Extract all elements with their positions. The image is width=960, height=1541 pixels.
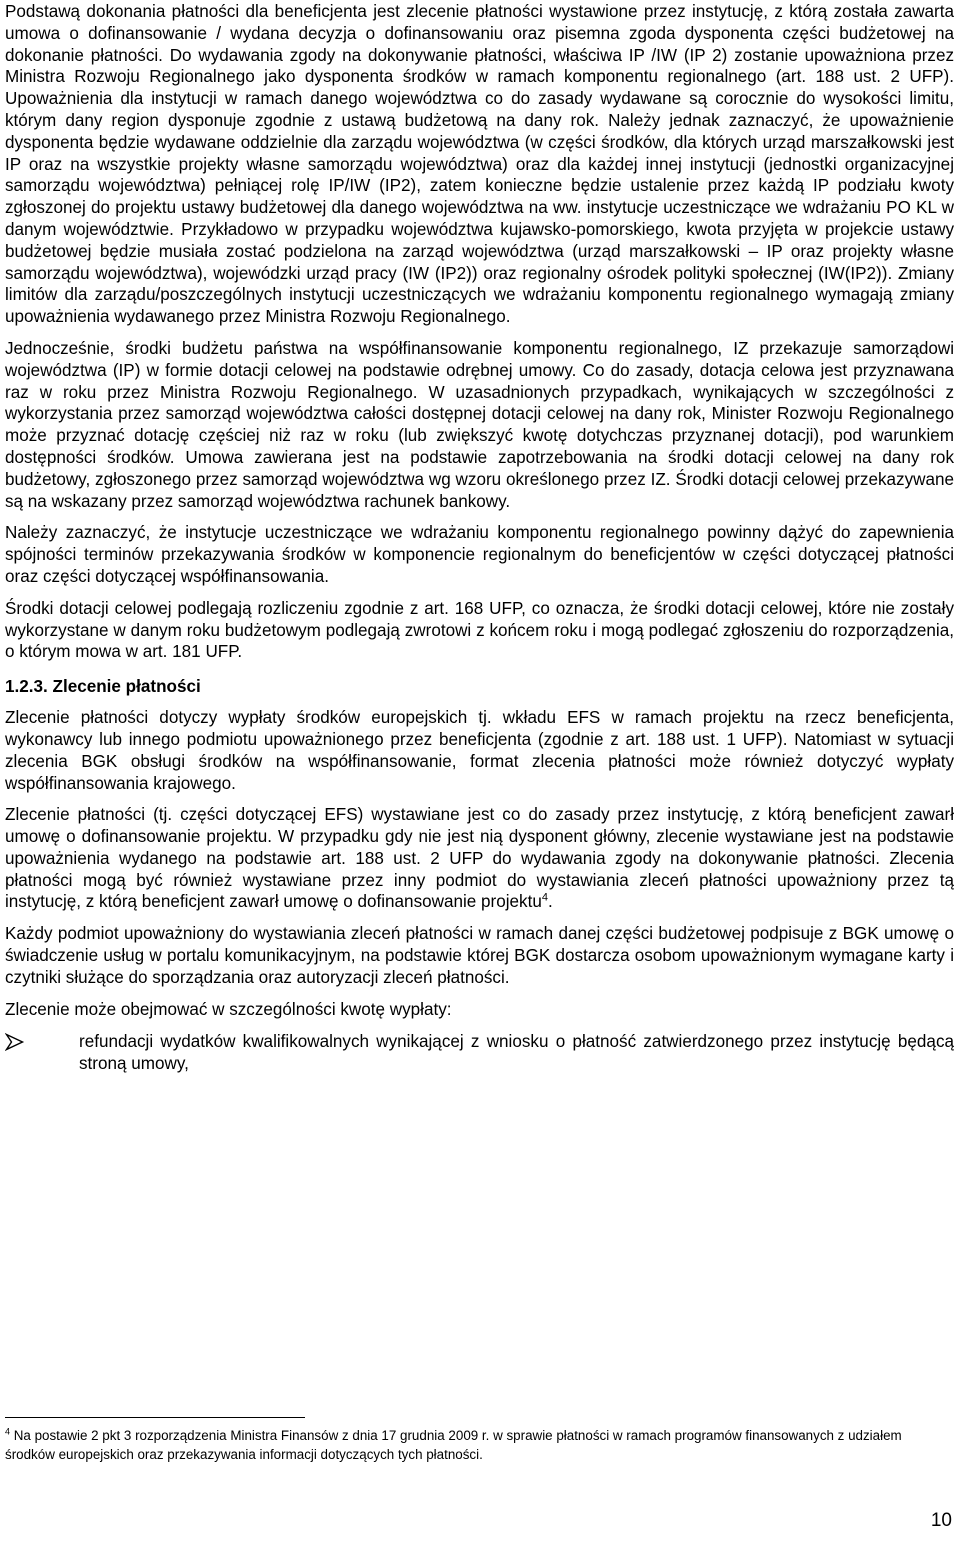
footnote <box>5 1427 954 1464</box>
paragraph-state-budget-cofinancing: Jednocześnie, środki budżetu państwa na współfinansowanie komponentu regionalnego, IZ przekazuje samorządowi województwa (IP) w formie dotacji celowej na podstawie odrębnej umowy. Co do zasady, dotacja celowa jest przyznawana raz w roku przez Ministra Rozwoju Regionalnego. W uzasadnionych przypadkach, wynikających w szczególności z wykorzystania przez samorząd województwa całości dostępnej dotacji celowej na dany rok, Minister Rozwoju Regionalnego może przyznać dotację częściej niż raz w roku (lub zwiększyć kwotę dotychczas przyznanej dotacji), pod warunkiem dostępności środków. Umowa zawierana jest na podstawie zapotrzebowania na środki dotacji celowej na dany rok budżetowy, zgłoszonego przez samorząd województwa wg wzoru określonego przez IZ. Środki dotacji celowej przekazywane są na wskazany przez samorząd województwa rachunek bankowy. <box>5 338 954 511</box>
paragraph-order-contents-intro: Zlecenie może obejmować w szczególności kwotę wypłaty: <box>5 999 452 1019</box>
paragraph-consistency-of-transfers: Należy zaznaczyć, że instytucje uczestniczące we wdrażaniu komponentu regionalnego powinny dążyć do zapewnienia spójności terminów przekazywania środków w komponencie regionalnym do beneficjentów w części dotyczącej płatności oraz części dotyczącej współfinansowania. <box>5 523 954 586</box>
paragraph-end-punctuation: . <box>547 892 553 912</box>
footnote-text: Na postawie 2 pkt 3 rozporządzenia Ministra Finansów z dnia 17 grudnia 2009 r. w sprawie płatności w ramach programów finansowanych z udziałem środków europejskich oraz przekazywania informacji dotyczących tych płatności. <box>5 1428 902 1462</box>
list-item <box>5 1031 954 1075</box>
arrowhead-bullet-icon <box>5 1033 25 1051</box>
paragraph-payment-order-issuer-text: Zlecenie płatności (tj. części dotyczącej EFS) wystawiane jest co do zasady przez instytucję, z którą beneficjent zawarł umowę o dofinansowanie projektu. W przypadku gdy nie jest nią dysponent główny, zlecenie wystawiane jest na podstawie upoważnienia wydanego na podstawie art. 188 ust. 2 UFP do wydawania zgody na dokonywanie płatności. Zlecenia płatności mogą być również wystawiane przez inny podmiot do wystawiania zleceń płatności upoważniony przez tą instytucję, z którą beneficjent zawarł umowę o dofinansowanie projektu <box>5 805 954 912</box>
paragraph-payment-order-scope: Zlecenie płatności dotyczy wypłaty środków europejskich tj. wkładu EFS w ramach projektu na rzecz beneficjenta, wykonawcy lub innego podmiotu upoważnionego przez beneficjenta (zgodnie z art. 188 ust. 1 UFP). Natomiast w sytuacji zlecenia BGK obsługi środków na współfinansowanie, format zlecenia płatności może również dotyczyć wypłaty współfinansowania krajowego. <box>5 708 954 793</box>
payment-amount-list <box>5 1031 954 1075</box>
footnote-separator <box>5 1417 305 1418</box>
paragraph-settlement-of-grant: Środki dotacji celowej podlegają rozliczeniu zgodnie z art. 168 UFP, co oznacza, że środki dotacji celowej, które nie zostały wykorzystane w danym roku budżetowym podlegają zwrotowi z końcem roku i mogą podlegać zgłoszeniu do rozporządzenia, o którym mowa w art. 181 UFP. <box>5 598 954 662</box>
footnote-reference[interactable]: 4 <box>541 891 548 904</box>
paragraph-payment-order-issuer <box>5 804 954 913</box>
section-heading: 1.2.3. Zlecenie płatności <box>5 677 201 697</box>
page-number: 10 <box>930 1510 952 1531</box>
paragraph-bgk-agreement: Każdy podmiot upoważniony do wystawiania zleceń płatności w ramach danej części budżetowej podpisuje z BGK umowę o świadczenie usług w portalu komunikacyjnym, na podstawie której BGK dostarcza osobom upoważnionym wymagane karty i czytniki służące do sporządzania oraz autoryzacji zleceń płatności. <box>5 924 954 987</box>
footnote-number: 4 <box>5 1426 11 1437</box>
list-item-text: refundacji wydatków kwalifikowalnych wynikającej z wniosku o płatność zatwierdzonego przez instytucję będącą stroną umowy, <box>79 1032 954 1074</box>
paragraph-payment-basis: Podstawą dokonania płatności dla beneficjenta jest zlecenie płatności wystawione przez instytucję, z którą została zawarta umowa o dofinansowanie / wydana decyzja o dofinansowaniu oraz pisemna zgoda dysponenta części budżetowej na dokonanie płatności. Do wydawania zgody na dokonywanie płatności, właściwa IP /IW (IP 2) zostanie upoważniona przez Ministra Rozwoju Regionalnego jako dysponenta środków w ramach komponentu regionalnego (art. 188 ust. 2 UFP). Upoważnienia dla instytucji w ramach danego województwa co do zasady wydawane są corocznie do wysokości limitu, którym dany region dysponuje zgodnie z ustawą budżetową na dany rok. Należy jednak zaznaczyć, że upoważnienie dysponenta będzie wydawane oddzielnie dla zarządu województwa (w części środków, dla których urząd marszałkowski jest IP oraz na wszystkie projekty własne samorządu województwa) oraz dla każdej innej instytucji (jednostki organizacyjnej samorządu województwa) pełniącej rolę IP/IW (IP2), zatem konieczne będzie ustalenie przez każdą IP podziału kwoty zgłoszonej do projektu ustawy budżetowej dla danego województwa na ww. instytucje uczestniczące we wdrażaniu PO KL w danym województwie. Przykładowo w przypadku województwa kujawsko-pomorskiego, kwota przyjęta w projekcie ustawy budżetowej będzie musiała zostać podzielona na zarząd województwa (urząd marszałkowski – IP oraz projekty własne samorządu województwa), wojewódzki urząd pracy (IW (IP2)) oraz regionalny ośrodek polityki społecznej (IW(IP2)). Zmiany limitów dla zarządu/poszczególnych instytucji uczestniczących we wdrażaniu komponentu regionalnego wymagają zmiany upoważnienia wydawanego przez Ministra Rozwoju Regionalnego. <box>5 2 954 327</box>
